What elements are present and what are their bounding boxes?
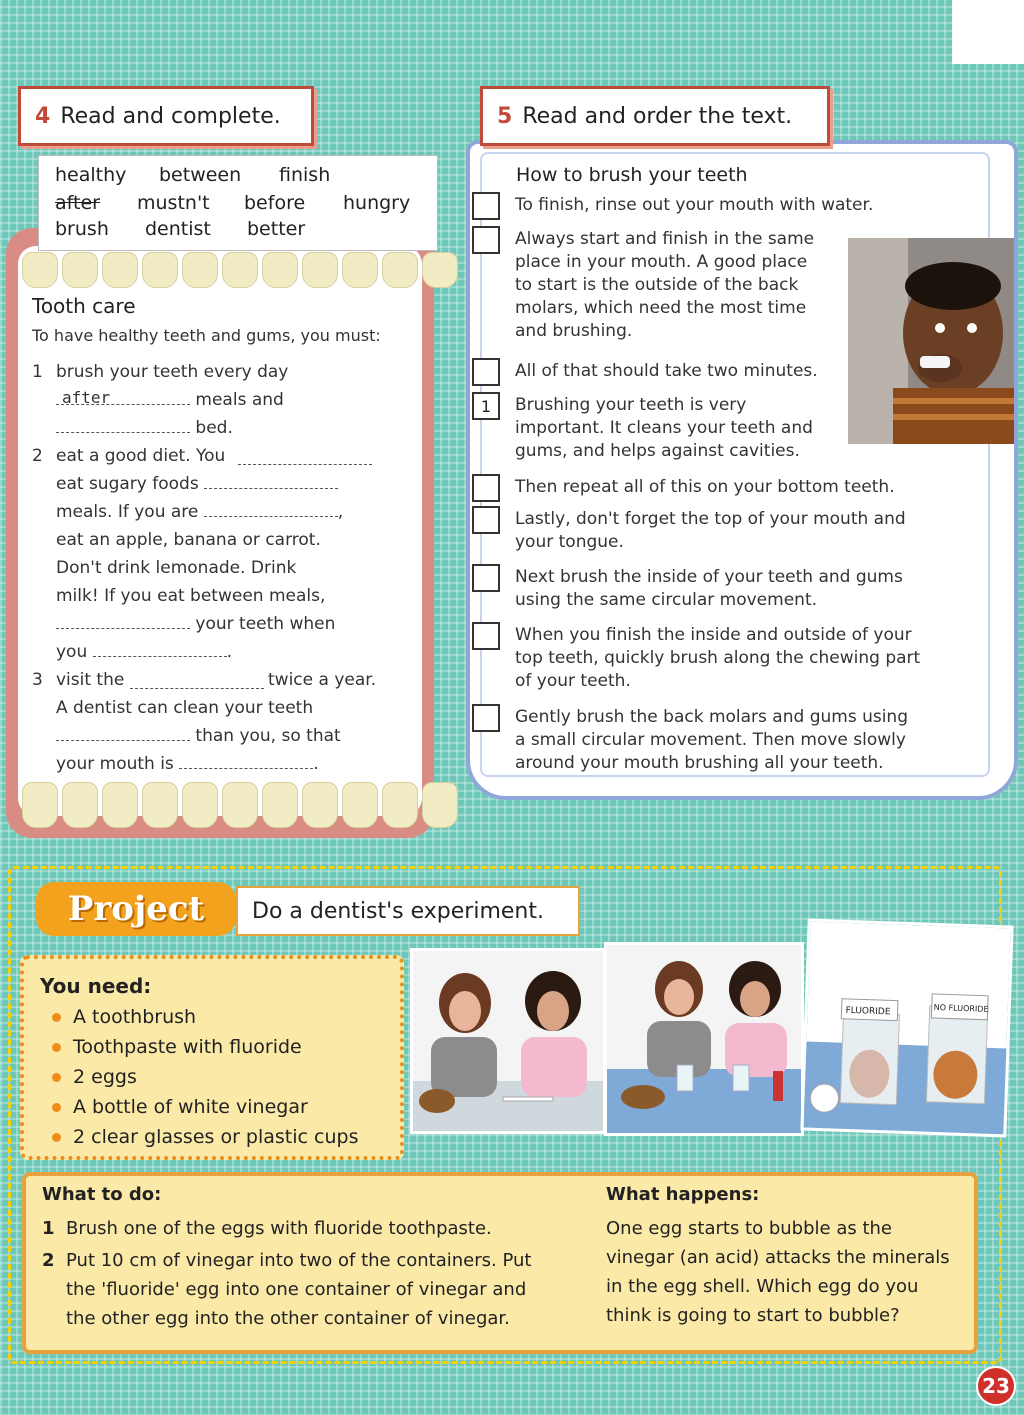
order-checkbox[interactable] (472, 226, 500, 254)
bullet-icon (52, 1133, 61, 1142)
bullet-icon (52, 1103, 61, 1112)
item-number: 3 (32, 670, 43, 690)
order-checkbox[interactable] (472, 704, 500, 732)
need-item: A bottle of white vinegar (52, 1096, 308, 1118)
project-title: Do a dentist's experiment. (252, 898, 544, 924)
example-answer: after (62, 388, 111, 407)
order-step-text (515, 566, 955, 612)
what-to-do-label: What to do: (42, 1184, 162, 1205)
item-text: eat an apple, banana or carrot. (56, 530, 321, 550)
punctuation: . (226, 642, 233, 662)
need-item: Toothpaste with fluoride (52, 1036, 302, 1058)
section5-title: Read and order the text. (522, 103, 793, 129)
item-text: brush your teeth every day (56, 362, 289, 382)
text-line: using the same circular movement. (515, 590, 818, 610)
order-checkbox[interactable] (472, 358, 500, 386)
project-tag: Project (36, 882, 236, 936)
step-text (66, 1246, 566, 1333)
text-line: important. It cleans your teeth and (515, 418, 813, 438)
item-text: eat a good diet. You (56, 446, 226, 466)
item-text: Don't drink lemonade. Drink (56, 558, 297, 578)
text-line: your tongue. (515, 532, 624, 552)
word-crossed-out: after (55, 192, 100, 214)
project-title-box (236, 886, 580, 936)
answer-blank[interactable] (130, 672, 264, 689)
brush-teeth-heading: How to brush your teeth (516, 164, 748, 186)
text-line: molars, which need the most time (515, 298, 807, 318)
page-number: 23 (976, 1366, 1016, 1406)
step-number: 1 (42, 1218, 55, 1239)
item-number: 2 (32, 446, 43, 466)
item-text: your mouth is (56, 754, 174, 774)
text-line: the 'fluoride' egg into one container of vinegar and (66, 1279, 527, 1300)
order-checkbox[interactable] (472, 474, 500, 502)
step-text (66, 1214, 566, 1243)
order-checkbox[interactable] (472, 192, 500, 220)
section5-title-box (480, 86, 830, 146)
item-text: bed. (195, 418, 233, 438)
order-step-text (515, 360, 835, 383)
word: before (244, 192, 306, 214)
text-line: Put 10 cm of vinegar into two of the containers. Put (66, 1250, 532, 1271)
girls-with-glasses-photo (604, 942, 804, 1136)
bullet-icon (52, 1043, 61, 1052)
answer-blank[interactable] (204, 500, 338, 517)
item-text: A dentist can clean your teeth (56, 698, 314, 718)
word: brush (55, 218, 109, 240)
answer-blank[interactable] (204, 472, 338, 489)
word: better (247, 218, 306, 240)
order-checkbox[interactable] (472, 622, 500, 650)
bullet-icon (52, 1073, 61, 1082)
text-line: in the egg shell. Which egg do you (606, 1276, 919, 1297)
page-corner (952, 0, 1024, 64)
you-need-label: You need: (40, 974, 152, 998)
section4-number: 4 (35, 103, 51, 129)
top-teeth (22, 252, 458, 288)
text-line: Brush one of the eggs with fluoride toothpaste. (66, 1218, 492, 1239)
word: mustn't (137, 192, 210, 214)
bullet-icon (52, 1013, 61, 1022)
order-step-text (515, 194, 955, 217)
tooth-care-heading: Tooth care (32, 294, 136, 318)
word: hungry (343, 192, 411, 214)
item-text: you (56, 642, 88, 662)
exercise-list (32, 358, 412, 778)
text-line: of your teeth. (515, 671, 631, 691)
need-item: A toothbrush (52, 1006, 196, 1028)
order-checkbox[interactable] (472, 564, 500, 592)
eggs-in-vinegar-photo (800, 918, 1013, 1137)
answer-blank[interactable] (238, 448, 372, 465)
need-item: 2 clear glasses or plastic cups (52, 1126, 358, 1148)
item-text: than you, so that (195, 726, 341, 746)
text-line: When you finish the inside and outside of your (515, 625, 912, 645)
text-line: Gently brush the back molars and gums using (515, 707, 909, 727)
word-box (38, 155, 438, 251)
item-text: visit the (56, 670, 125, 690)
word: healthy (55, 164, 127, 186)
text-line: Brushing your teeth is very (515, 395, 747, 415)
word: between (159, 164, 242, 186)
text-line: To finish, rinse out your mouth with water. (515, 195, 874, 215)
text-line: think is going to start to bubble? (606, 1305, 900, 1326)
fluoride-glass-label: FLUORIDE (845, 1005, 891, 1018)
answer-blank[interactable] (93, 640, 227, 657)
order-step-text (515, 228, 835, 343)
punctuation: . (313, 754, 319, 774)
text-line: Next brush the inside of your teeth and gums (515, 567, 903, 587)
text-line: One egg starts to bubble as the (606, 1218, 892, 1239)
step-number: 2 (42, 1250, 55, 1271)
item-text: meals. If you are (56, 502, 199, 522)
text-line: gums, and helps against cavities. (515, 441, 800, 461)
text-line: vinegar (an acid) attacks the minerals (606, 1247, 950, 1268)
order-step-text (515, 476, 955, 499)
text-line: the other egg into the other container of vinegar. (66, 1308, 510, 1329)
section4-title: Read and complete. (60, 103, 281, 129)
item-text: eat sugary foods (56, 474, 199, 494)
order-step-text (515, 706, 955, 775)
need-item: 2 eggs (52, 1066, 137, 1088)
text-line: top teeth, quickly brush along the chewing part (515, 648, 921, 668)
order-checkbox[interactable]: 1 (472, 392, 500, 420)
text-line: All of that should take two minutes. (515, 361, 818, 381)
answer-blank[interactable] (179, 752, 313, 769)
text-line: a small circular movement. Then move slowly (515, 730, 906, 750)
answer-blank[interactable] (56, 724, 190, 741)
word: finish (279, 164, 331, 186)
item-number: 1 (32, 362, 43, 382)
text-line: Lastly, don't forget the top of your mouth and (515, 509, 906, 529)
order-step-text (515, 508, 955, 554)
no-fluoride-glass-label: NO FLUORIDE (933, 1002, 989, 1014)
item-text: twice a year. (268, 670, 377, 690)
order-step-text (515, 394, 835, 463)
text-line: and brushing. (515, 321, 633, 341)
item-text: your teeth when (195, 614, 336, 634)
answer-blank[interactable] (56, 416, 190, 433)
girls-brushing-egg-photo (410, 948, 606, 1134)
answer-blank[interactable] (56, 388, 190, 405)
text-line: around your mouth brushing all your teeth. (515, 753, 884, 773)
punctuation: , (337, 502, 344, 522)
text-line: Then repeat all of this on your bottom teeth. (515, 477, 895, 497)
text-line: Always start and finish in the same (515, 229, 815, 249)
text-line: place in your mouth. A good place (515, 252, 808, 272)
boy-brushing-photo (848, 238, 1014, 444)
what-happens-label: What happens: (606, 1184, 760, 1205)
text-line: to start is the outside of the back (515, 275, 799, 295)
item-text: meals and (195, 390, 284, 410)
answer-blank[interactable] (56, 612, 190, 629)
what-happens-text (606, 1214, 966, 1330)
word: dentist (145, 218, 211, 240)
tooth-care-intro: To have healthy teeth and gums, you must: (32, 326, 381, 345)
order-checkbox[interactable] (472, 506, 500, 534)
bottom-teeth (22, 782, 458, 828)
order-step-text (515, 624, 955, 693)
section4-title-box (18, 86, 314, 146)
item-text: milk! If you eat between meals, (56, 586, 326, 606)
section5-number: 5 (497, 103, 513, 129)
